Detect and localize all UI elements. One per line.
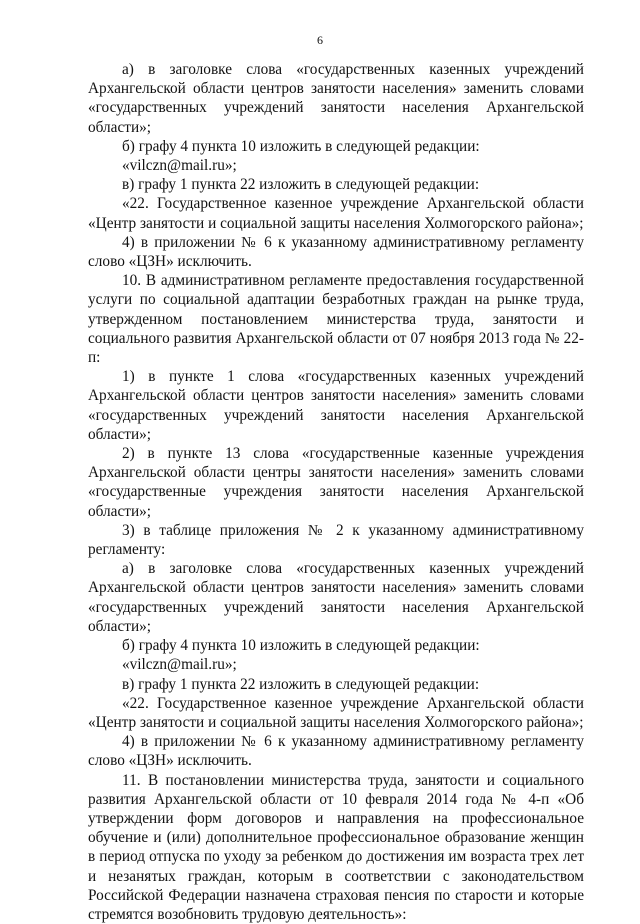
paragraph-point1: 1) в пункте 1 слова «государственных казенных учреждений Архангельской области центров занятости населения» заменить словами «государственных учреждений занятости населения Архангельской области»; [88, 368, 584, 443]
document-body [88, 60, 584, 924]
paragraph-item22: «22. Государственное казенное учреждение Архангельской области «Центр занятости и социальной защиты населения Холмогорского района»; [88, 195, 584, 232]
paragraph-section11: 11. В постановлении министерства труда, занятости и социального развития Архангельской области от 10 февраля 2014 года № 4-п «Об утверждении форм договоров и направления на профессиональное обучение и (или) дополнительное профессиональное образование женщин в период отпуска по уходу за ребенком до достижения им возраста трех лет и незанятых граждан, которым в соответствии с законодательством Российской Федерации назначена страховая пенсия по старости и которые стремятся возобновить трудовую деятельность»: [88, 771, 584, 923]
page-number: 6 [317, 33, 323, 47]
paragraph-section10: 10. В административном регламенте предоставления государственной услуги по социальной адаптации безработных граждан на рынке труда, утвержденном постановлением министерства труда, занятости и социального развития Архангельской области от 07 ноября 2013 года № 22-п: [88, 272, 584, 367]
paragraph-column1: в) графу 1 пункта 22 изложить в следующей редакции: [122, 176, 480, 194]
paragraph-item22-2: «22. Государственное казенное учреждение Архангельской области «Центр занятости и социальной защиты населения Холмогорского района»; [88, 694, 584, 731]
paragraph-email-2: «vilczn@mail.ru»; [122, 656, 237, 674]
paragraph-email: «vilczn@mail.ru»; [122, 157, 237, 175]
paragraph-heading-replace: а) в заголовке слова «государственных казенных учреждений Архангельской области центров занятости населения» заменить словами «государственных учреждений занятости населения Архангельской области»; [88, 61, 584, 136]
paragraph-column1-2: в) графу 1 пункта 22 изложить в следующей редакции: [122, 675, 480, 693]
paragraph-column4-2: б) графу 4 пункта 10 изложить в следующей редакции: [122, 637, 480, 655]
paragraph-appendix6-2: 4) в приложении № 6 к указанному административному регламенту слово «ЦЗН» исключить. [88, 733, 584, 770]
paragraph-point13: 2) в пункте 13 слова «государственные казенные учреждения Архангельской области центры занятости населения» заменить словами «государственные учреждения занятости населения Архангельской области»; [88, 445, 584, 520]
paragraph-appendix6: 4) в приложении № 6 к указанному административному регламенту слово «ЦЗН» исключить. [88, 233, 584, 271]
paragraph-column4: б) графу 4 пункта 10 изложить в следующей редакции: [122, 137, 480, 155]
paragraph-table-appendix2: 3) в таблице приложения № 2 к указанному административному регламенту: [88, 521, 584, 559]
paragraph-heading-replace-2: а) в заголовке слова «государственных казенных учреждений Архангельской области центров занятости населения» заменить словами «государственных учреждений занятости населения Архангельской области»; [88, 560, 584, 635]
